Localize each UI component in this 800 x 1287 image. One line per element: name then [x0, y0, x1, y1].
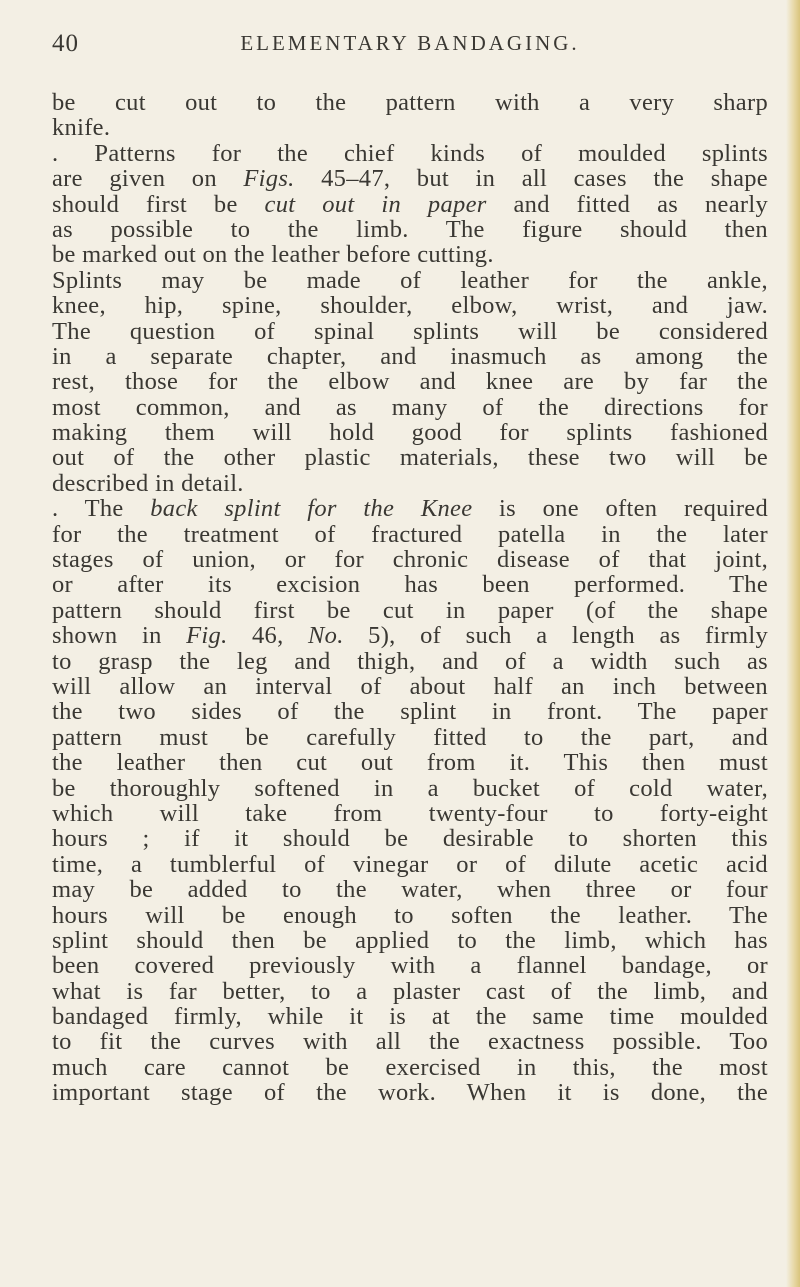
text-line: or after its excision has been performed. The — [52, 572, 768, 598]
text-line: . The back splint for the Knee is one often required — [52, 496, 768, 522]
text-line: what is far better, to a plaster cast of the limb, and — [52, 978, 768, 1005]
text-line: stages of union, or for chronic disease of that joint, — [52, 547, 768, 573]
text-line: most common, and as many of the directions for — [52, 394, 768, 421]
text-line: Splints may be made of leather for the ankle, — [52, 267, 768, 294]
text-line: to grasp the leg and thigh, and of a width such as — [52, 648, 768, 674]
text-line: . Patterns for the chief kinds of moulded splints — [52, 140, 768, 167]
page-number: 40 — [52, 30, 79, 57]
text-line: may be added to the water, when three or four — [52, 877, 768, 903]
text-line: knee, hip, spine, shoulder, elbow, wrist, and jaw. — [52, 293, 768, 319]
text-line: knife. — [52, 115, 111, 141]
text-line: will allow an interval of about half an inch between — [52, 673, 768, 700]
text-line: hours will be enough to soften the leather. The — [52, 902, 768, 928]
page-header — [52, 30, 768, 70]
text-line: which will take from twenty-four to forty-eight — [52, 800, 768, 827]
page-edge — [786, 0, 800, 1287]
text-line: splint should then be applied to the limb, which has — [52, 927, 768, 954]
text-line: are given on Figs. 45–47, but in all cases the shape — [52, 166, 768, 192]
text-line: the two sides of the splint in front. The paper — [52, 699, 768, 725]
text-line: be cut out to the pattern with a very sharp — [52, 90, 768, 116]
text-line: should first be cut out in paper and fitted as nearly — [52, 191, 768, 217]
text-line: making them will hold good for splints fashioned — [52, 420, 768, 446]
text-line: important stage of the work. When it is done, the — [52, 1080, 768, 1106]
text-line: hours ; if it should be desirable to shorten this — [52, 826, 768, 852]
text-line: pattern should first be cut in paper (of the shape — [52, 597, 768, 624]
text-line: out of the other plastic materials, these two will be — [52, 445, 768, 471]
text-line: described in detail. — [52, 470, 244, 497]
text-line: much care cannot be exercised in this, the most — [52, 1054, 768, 1081]
text-line: be marked out on the leather before cutting. — [52, 242, 494, 268]
text-line: for the treatment of fractured patella in the later — [52, 521, 768, 548]
text-line: in a separate chapter, and inasmuch as among the — [52, 343, 768, 370]
text-line: time, a tumblerful of vinegar or of dilute acetic acid — [52, 851, 768, 878]
text-line: The question of spinal splints will be considered — [52, 318, 768, 344]
running-title: ELEMENTARY BANDAGING. — [240, 31, 580, 55]
text-line: rest, those for the elbow and knee are by far the — [52, 369, 768, 395]
text-line: the leather then cut out from it. This then must — [52, 750, 768, 776]
body-text — [52, 90, 768, 1106]
text-line: to fit the curves with all the exactness possible. Too — [52, 1029, 768, 1055]
text-line: bandaged firmly, while it is at the same time moulded — [52, 1004, 768, 1030]
text-line: be thoroughly softened in a bucket of cold water, — [52, 775, 768, 801]
text-line: been covered previously with a flannel bandage, or — [52, 953, 768, 979]
text-line: shown in Fig. 46, No. 5), of such a length as firmly — [52, 623, 768, 649]
text-line: pattern must be carefully fitted to the part, and — [52, 724, 768, 751]
text-line: as possible to the limb. The figure should then — [52, 216, 768, 243]
